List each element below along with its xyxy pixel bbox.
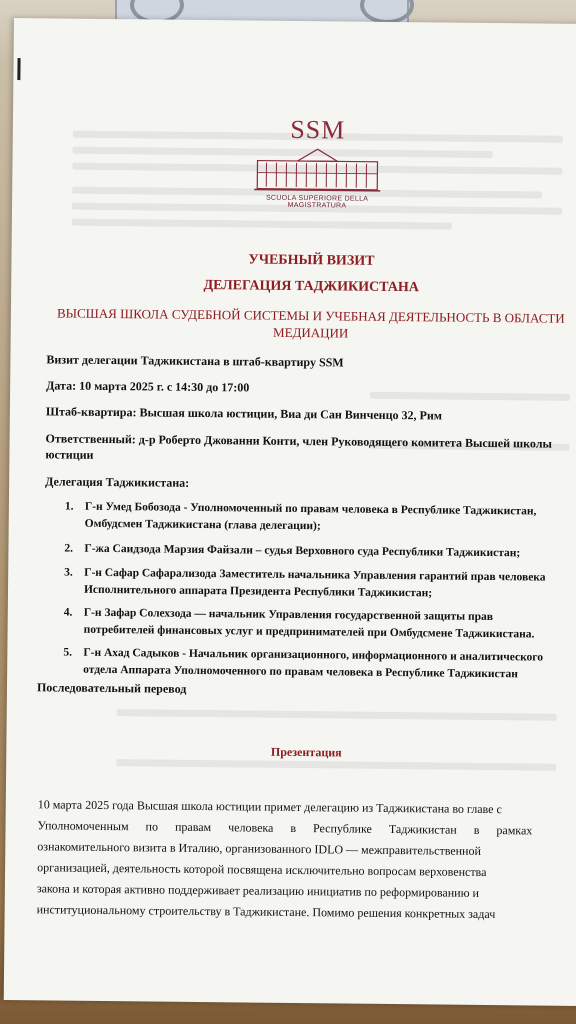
list-item: 5. Г-н Ахад Садыков - Начальник организационного, информационного и аналитического отдела Аппарата Уполномоченного по правам человека в Республике Таджикистан bbox=[63, 646, 544, 681]
building-emblem-icon bbox=[252, 143, 383, 194]
show-through bbox=[117, 709, 557, 721]
hq-line: Штаб-квартира: Высшая школа юстиции, Виа ди Сан Винченцо 32, Рим bbox=[45, 404, 443, 423]
translation-note: Последовательный перевод bbox=[36, 680, 187, 696]
list-item: 1. Г-н Умед Бобозода - Уполномоченный по правам человека в Республике Таджикистан, Омбудсмен Таджикистана (глава делегации); bbox=[64, 500, 537, 533]
date-line: Дата: 10 марта 2025 г. с 14:30 до 17:00 bbox=[46, 378, 250, 395]
responsible-line: Ответственный: д-р Роберто Джованни Конти, член Руководящего комитета Высшей школы юстиции bbox=[45, 431, 552, 462]
document-page bbox=[4, 18, 576, 1006]
show-through bbox=[72, 219, 452, 230]
list-item: 2. Г-жа Саидзода Марзия Файзали – судья Верховного суда Республики Таджикистан; bbox=[64, 542, 521, 560]
doc-subtitle: ВЫСШАЯ ШКОЛА СУДЕБНОЙ СИСТЕМЫ И УЧЕБНАЯ ДЕЯТЕЛЬНОСТЬ В ОБЛАСТИ МЕДИАЦИИ bbox=[56, 305, 565, 341]
doc-title: УЧЕБНЫЙ ВИЗИТ bbox=[248, 252, 375, 269]
binder-mark bbox=[17, 58, 20, 80]
ssm-logo bbox=[242, 116, 393, 218]
delegation-list bbox=[45, 500, 576, 681]
visit-line: Визит делегации Таджикистана в штаб-квартиру SSM bbox=[46, 352, 344, 370]
logo-abbr: SSM bbox=[290, 114, 346, 145]
presentation-paragraph: 10 марта 2025 года Высшая школа юстиции примет делегацию из Таджикистана во главе с Уполномоченным по правам человека в Республике Таджикистан в рамках ознакомительного визита в Италию, организованного IDLO — межправительственной организацией, деятельность которой посвящена исключительно вопросам верховенства закона и которая активно поддерживает реализацию инициатив по реформированию и институциональному строительству в Таджикистане. Помимо решения конкретных задач bbox=[36, 797, 533, 922]
doc-title-delegation: ДЕЛЕГАЦИЯ ТАДЖИКИСТАНА bbox=[203, 277, 420, 296]
presentation-heading: Презентация bbox=[270, 744, 342, 760]
list-item: 3. Г-н Сафар Сафарализода Заместитель начальника Управления гарантий прав человека Исполнительного аппарата Президента Республики Таджикистан; bbox=[64, 566, 546, 600]
show-through bbox=[370, 392, 570, 401]
delegation-label: Делегация Таджикистана: bbox=[45, 474, 190, 490]
logo-caption: SCUOLA SUPERIORE DELLA MAGISTRATURA bbox=[265, 194, 369, 210]
list-item: 4. Г-н Зафар Солехзода — начальник Управления государственной защиты прав потребителей финансовых услуг и предпринимателей при Омбудсмене Таджикистана. bbox=[63, 606, 535, 641]
